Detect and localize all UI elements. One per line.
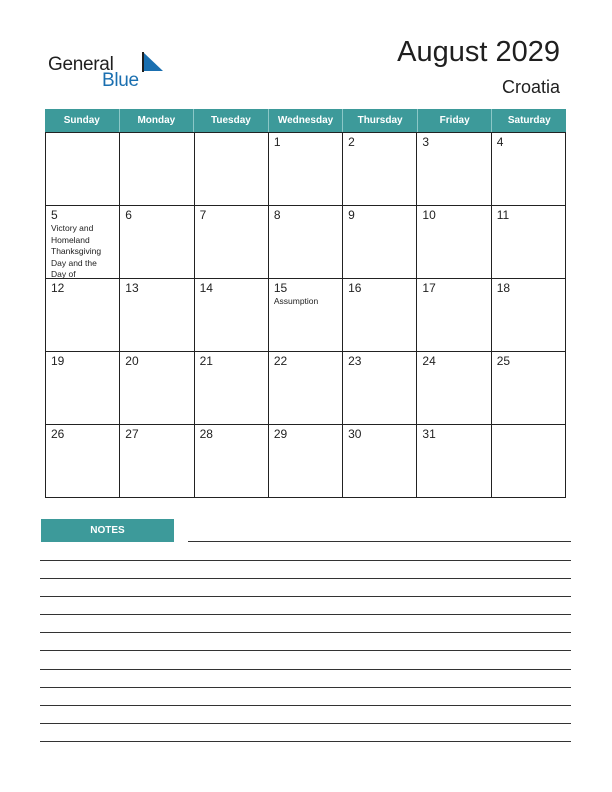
day-number: 5 [51, 208, 58, 222]
day-cell [120, 425, 194, 498]
day-cell [120, 206, 194, 279]
weekday-sunday: Sunday [45, 109, 120, 132]
day-cell [46, 352, 120, 425]
note-line [40, 687, 571, 688]
day-cell [195, 352, 269, 425]
day-number: 7 [199, 208, 207, 222]
note-line [40, 560, 571, 561]
day-number: 23 [348, 354, 362, 368]
day-number: 15 [273, 281, 288, 295]
day-number: 18 [496, 281, 511, 295]
day-cell [269, 133, 343, 206]
week-row [46, 133, 566, 206]
calendar [45, 109, 566, 498]
weekday-tuesday: Tuesday [194, 109, 269, 132]
day-number: 10 [422, 208, 436, 222]
note-line [40, 578, 571, 579]
day-cell [269, 352, 343, 425]
day-number: 6 [125, 208, 132, 222]
day-cell [492, 425, 566, 498]
day-cell [343, 133, 417, 206]
day-number: 26 [51, 427, 65, 441]
day-number: 27 [125, 427, 139, 441]
day-cell [492, 206, 566, 279]
day-number: 8 [273, 208, 281, 222]
day-cell [46, 133, 120, 206]
weekday-thursday: Thursday [343, 109, 418, 132]
day-cell [195, 133, 269, 206]
logo [48, 52, 158, 94]
note-line [40, 596, 571, 597]
day-cell [269, 425, 343, 498]
day-cell [417, 279, 491, 352]
day-number: 25 [496, 354, 511, 368]
day-cell [195, 425, 269, 498]
day-number: 16 [348, 281, 362, 295]
day-cell [343, 206, 417, 279]
day-cell [269, 206, 343, 279]
day-cell [417, 133, 491, 206]
day-number: 30 [348, 427, 362, 441]
day-cell [417, 425, 491, 498]
note-line [40, 632, 571, 633]
week-row [46, 352, 566, 425]
country-name: Croatia [501, 77, 560, 97]
month-year-title: August 2029 [397, 36, 560, 68]
weekday-header [45, 109, 566, 132]
day-number: 28 [199, 427, 213, 441]
day-number: 20 [125, 354, 139, 368]
logo-text-general: General [48, 54, 114, 75]
note-line [40, 705, 571, 706]
day-number: 14 [199, 281, 213, 295]
day-cell [417, 206, 491, 279]
day-number: 31 [422, 427, 436, 441]
day-number: 13 [125, 281, 139, 295]
notes-label: NOTES [41, 519, 174, 542]
weekday-saturday: Saturday [507, 115, 551, 126]
weekday-friday: Friday [418, 109, 493, 132]
day-number: 4 [496, 135, 504, 149]
day-cell [46, 206, 120, 279]
calendar-grid [45, 132, 566, 498]
note-line [40, 741, 571, 742]
weekday-wednesday: Wednesday [269, 109, 344, 132]
day-cell [492, 279, 566, 352]
day-cell [46, 279, 120, 352]
day-number: 19 [51, 354, 65, 368]
day-number: 22 [273, 354, 288, 368]
day-cell [195, 206, 269, 279]
day-cell [120, 352, 194, 425]
day-cell [343, 352, 417, 425]
day-number: 17 [422, 281, 436, 295]
day-number: 9 [348, 208, 355, 222]
day-cell [120, 133, 194, 206]
day-cell [492, 133, 566, 206]
note-line [188, 541, 571, 542]
day-number: 11 [496, 208, 510, 222]
day-number: 24 [422, 354, 436, 368]
day-number: 3 [422, 135, 430, 149]
day-cell [195, 279, 269, 352]
note-line [40, 669, 571, 670]
week-row [46, 425, 566, 498]
day-cell [343, 425, 417, 498]
logo-flag-icon [142, 52, 164, 72]
week-row [46, 206, 566, 279]
day-cell [492, 352, 566, 425]
day-cell [343, 279, 417, 352]
logo-text-blue: Blue [102, 70, 139, 91]
day-number: 1 [273, 135, 281, 149]
day-cell [269, 279, 343, 352]
day-cell [46, 425, 120, 498]
day-number: 21 [199, 354, 213, 368]
week-row [46, 279, 566, 352]
day-number: 29 [273, 427, 288, 441]
note-line [40, 614, 571, 615]
day-cell [417, 352, 491, 425]
day-number: 2 [348, 135, 355, 149]
note-line [40, 650, 571, 651]
holiday-label: Assumption [273, 296, 319, 306]
holiday-label: Victory and Homeland Thanksgiving Day and the Day of [51, 223, 102, 279]
weekday-monday: Monday [120, 109, 195, 132]
day-cell [120, 279, 194, 352]
day-number: 12 [51, 281, 65, 295]
note-line [40, 723, 571, 724]
